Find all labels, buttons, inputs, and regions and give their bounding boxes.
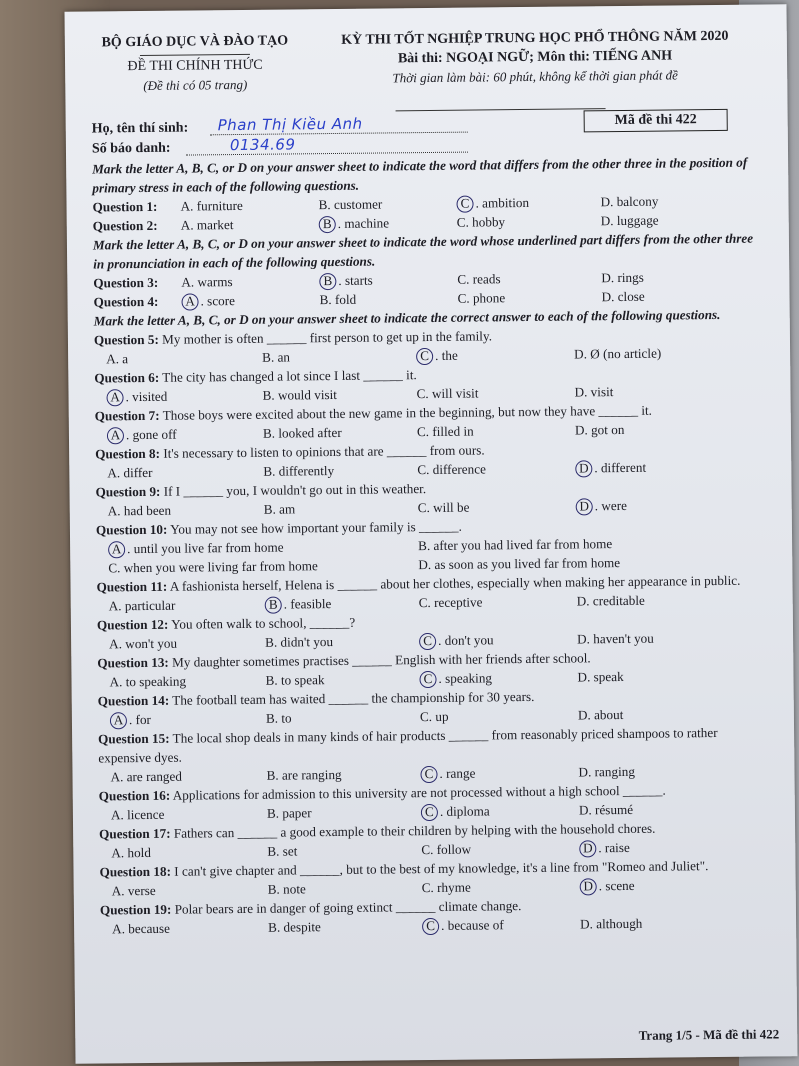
- option-text: . range: [439, 765, 476, 781]
- answer-option[interactable]: D. Ø (no article): [574, 345, 662, 362]
- answer-circle-mark: C: [420, 766, 437, 783]
- instruction-text: Mark the letter A, B, C, or D on your answer sheet to indicate the word that differs from the other three in the position of primary stress in each of the following questions.: [92, 154, 748, 196]
- exam-time: Thời gian làm bài: 60 phút, không kể thời gian phát đề: [392, 67, 678, 86]
- answer-option[interactable]: [456, 193, 529, 213]
- answer-option[interactable]: A. differ: [107, 464, 153, 481]
- question-label: Question 12:: [96, 616, 169, 633]
- answer-option[interactable]: B. to: [265, 710, 292, 726]
- option-text: . visited: [125, 388, 168, 405]
- question: [96, 571, 760, 616]
- answer-option[interactable]: [579, 838, 630, 858]
- question: [97, 647, 761, 692]
- answer-option[interactable]: D. haven't you: [577, 630, 654, 647]
- answer-circle-mark: C: [421, 804, 438, 821]
- answer-option[interactable]: C. up: [419, 708, 449, 725]
- answer-option[interactable]: B. looked after: [262, 424, 342, 441]
- answer-circle-mark: B: [265, 597, 282, 614]
- question-label: Question 19:: [99, 901, 172, 918]
- answer-circle-mark: B: [319, 216, 336, 233]
- exam-code-box: Mã đề thi 422: [584, 109, 728, 133]
- answer-option[interactable]: B. are ranging: [266, 766, 342, 783]
- answer-option[interactable]: [419, 668, 492, 688]
- answer-circle-mark: C: [422, 918, 439, 935]
- answer-option[interactable]: [421, 801, 490, 821]
- answer-option[interactable]: [319, 213, 389, 233]
- question-text: If I ______ you, I wouldn't go out in this weather.: [163, 481, 427, 499]
- answer-option[interactable]: D. speak: [577, 668, 624, 685]
- answer-circle-mark: A: [110, 712, 127, 729]
- question: [95, 476, 759, 521]
- option-text: . different: [594, 459, 647, 476]
- answer-option[interactable]: [580, 876, 635, 896]
- question-text: Applications for admission to this university are not processed without a high school ______.: [172, 782, 666, 803]
- question: [94, 324, 758, 369]
- question-text: It's necessary to listen to opinions that are ______ from ours.: [163, 442, 485, 461]
- question-text: You often walk to school, ______?: [171, 614, 356, 632]
- answer-option[interactable]: A. won't you: [109, 635, 178, 652]
- answer-option[interactable]: D. luggage: [600, 212, 659, 229]
- answer-option[interactable]: C. follow: [421, 841, 472, 858]
- answer-option[interactable]: [416, 346, 458, 365]
- question-label: Question 1:: [92, 198, 158, 215]
- instruction-text: Mark the letter A, B, C, or D on your answer sheet to indicate the correct answer to each of the following questions.: [93, 306, 721, 329]
- answer-option[interactable]: B. set: [267, 843, 298, 859]
- exam-header: [95, 28, 766, 115]
- answer-option[interactable]: A. particular: [108, 597, 176, 614]
- question-label: Question 3:: [93, 274, 159, 291]
- question-text: Polar bears are in danger of going extinct ______ climate change.: [174, 898, 522, 917]
- answer-circle-mark: A: [106, 389, 123, 406]
- id-dotted-line: [186, 140, 468, 156]
- answer-option[interactable]: A. because: [112, 920, 171, 937]
- option-text: . speaking: [438, 670, 493, 686]
- question-label: Question 2:: [92, 217, 158, 234]
- answer-option[interactable]: D. although: [580, 915, 643, 932]
- answer-option[interactable]: C. receptive: [418, 594, 483, 611]
- answer-circle-mark: B: [319, 273, 336, 290]
- answer-circle-mark: A: [107, 427, 124, 444]
- candidate-id-label: Số báo danh:: [91, 140, 171, 157]
- answer-option[interactable]: A. are ranged: [110, 768, 183, 785]
- answer-option[interactable]: [576, 496, 627, 516]
- page-footer: Trang 1/5 - Mã đề thi 422: [638, 1026, 780, 1043]
- answer-option[interactable]: A. a: [106, 351, 129, 367]
- question-text: You may not see how important your family is ______.: [170, 518, 462, 537]
- answer-option[interactable]: B. fold: [319, 291, 357, 308]
- question-label: Question 8:: [95, 445, 161, 462]
- question-label: Question 14:: [97, 692, 170, 709]
- answer-option[interactable]: A. market: [180, 217, 234, 233]
- header-right: [300, 28, 771, 87]
- exam-title: KỲ THI TỐT NGHIỆP TRUNG HỌC PHỔ THÔNG NĂM 2020: [341, 28, 729, 48]
- answer-option[interactable]: B. paper: [266, 805, 312, 821]
- page-count: (Đề thi có 05 trang): [143, 76, 248, 93]
- question-label: Question 10:: [95, 521, 168, 538]
- question-text: Fathers can ______ a good example to their children by helping with the household chores.: [173, 820, 656, 841]
- answer-option[interactable]: C. when you were living far from home: [108, 558, 318, 576]
- question-text: The football team has waited ______ the championship for 30 years.: [172, 688, 535, 708]
- divider: [140, 54, 250, 56]
- question-text: Those boys were excited about the new game in the beginning, but now they have ______ it.: [162, 402, 652, 423]
- answer-option[interactable]: D. as soon as you lived far from home: [418, 555, 621, 573]
- question-text: My mother is often ______ first person to get up in the family.: [162, 328, 493, 347]
- answer-option[interactable]: B. after you had lived far from home: [418, 536, 613, 554]
- option-text: . the: [435, 347, 458, 363]
- answer-option[interactable]: D. close: [601, 288, 645, 305]
- question-text: A fashionista herself, Helena is ______ about her clothes, especially when making her appearance in public.: [169, 572, 741, 594]
- questions-area: [92, 153, 764, 939]
- answer-circle-mark: C: [416, 348, 433, 365]
- answer-option[interactable]: A. to speaking: [109, 673, 187, 690]
- answer-option[interactable]: [422, 915, 504, 935]
- option-text: . starts: [338, 272, 373, 288]
- option-text: . diploma: [439, 803, 490, 819]
- official-label: ĐỀ THI CHÍNH THỨC: [127, 57, 263, 75]
- question: [99, 780, 763, 825]
- question: [97, 609, 761, 654]
- question-label: Question 4:: [93, 293, 159, 310]
- answer-circle-mark: D: [575, 460, 592, 477]
- question-label: Question 9:: [95, 483, 161, 500]
- option-text: . were: [594, 497, 628, 514]
- answer-option[interactable]: D. résumé: [578, 801, 634, 818]
- answer-option[interactable]: B. didn't you: [265, 634, 334, 650]
- option-text: . for: [128, 711, 151, 728]
- answer-option[interactable]: B. to speak: [265, 672, 325, 688]
- answer-option[interactable]: [575, 458, 646, 478]
- option-text: . raise: [598, 839, 630, 856]
- question-label: Question 5:: [93, 331, 159, 348]
- question-label: Question 18:: [99, 863, 172, 880]
- option-text: . ambition: [475, 194, 530, 211]
- question: [94, 362, 758, 407]
- candidate-id-value: 0134.69: [229, 135, 296, 155]
- answer-option[interactable]: C. reads: [457, 271, 501, 287]
- answer-option[interactable]: B. note: [267, 881, 306, 897]
- question: [99, 856, 763, 901]
- exam-subject: Bài thi: NGOẠI NGỮ; Môn thi: TIẾNG ANH: [397, 48, 673, 67]
- option-text: . because of: [441, 917, 504, 933]
- header-left: [95, 33, 296, 94]
- answer-option[interactable]: A. hold: [111, 844, 151, 861]
- answer-option[interactable]: C. filled in: [416, 423, 474, 440]
- answer-option[interactable]: D. got on: [574, 421, 625, 438]
- answer-option[interactable]: B. customer: [318, 196, 383, 213]
- exam-sheet: [65, 4, 798, 1064]
- answer-option[interactable]: [419, 630, 494, 650]
- answer-circle-mark: D: [579, 840, 596, 857]
- answer-circle-mark: D: [576, 498, 593, 515]
- question-label: Question 15:: [98, 730, 170, 747]
- answer-option[interactable]: A. licence: [110, 806, 165, 823]
- answer-option[interactable]: D. about: [577, 706, 624, 723]
- question: [100, 894, 764, 939]
- question: [95, 400, 759, 445]
- candidate-name-value: Phan Thị Kiều Anh: [217, 114, 363, 135]
- question-label: Question 6:: [94, 369, 160, 386]
- answer-circle-mark: C: [419, 671, 436, 688]
- question-text: The local shop deals in many kinds of hair products ______ from reasonably priced shampoos to rather expensive dyes.: [98, 725, 718, 766]
- answer-option[interactable]: [108, 538, 284, 559]
- candidate-name-label: Họ, tên thí sinh:: [91, 120, 189, 137]
- answer-option[interactable]: A. warms: [181, 274, 233, 290]
- answer-option[interactable]: A. verse: [111, 882, 156, 899]
- option-text: . score: [200, 293, 236, 309]
- answer-option[interactable]: C. hobby: [456, 214, 506, 230]
- question: [99, 818, 763, 863]
- option-text: . gone off: [125, 426, 177, 443]
- answer-circle-mark: C: [456, 196, 473, 213]
- question-text: The city has changed a lot since I last ______ it.: [162, 367, 417, 385]
- question: [98, 685, 762, 730]
- answer-circle-mark: A: [181, 293, 198, 310]
- question-label: Question 7:: [94, 407, 160, 424]
- answer-option[interactable]: D. rings: [601, 269, 644, 286]
- question: [98, 723, 763, 787]
- answer-option[interactable]: A. furniture: [180, 197, 243, 214]
- question: [96, 514, 761, 578]
- answer-circle-mark: C: [419, 633, 436, 650]
- answer-option[interactable]: B. despite: [268, 919, 321, 935]
- question-label: Question 11:: [96, 578, 168, 595]
- answer-option[interactable]: [107, 425, 177, 445]
- instruction-text: Mark the letter A, B, C, or D on your answer sheet to indicate the word whose underlined part differs from the other three in pronunciation in each of the following questions.: [92, 230, 754, 272]
- question: [95, 438, 759, 483]
- question-text: My daughter sometimes practises ______ English with her friends after school.: [171, 650, 591, 670]
- question-label: Question 17:: [99, 825, 171, 842]
- question-label: Question 16:: [98, 787, 171, 804]
- answer-option[interactable]: D. balcony: [600, 193, 659, 210]
- answer-option[interactable]: B. am: [263, 501, 296, 517]
- answer-option[interactable]: [420, 764, 475, 784]
- question-text: I can't give chapter and ______, but to the best of my knowledge, it's a line from "Romeo and Juliet".: [174, 858, 709, 879]
- answer-circle-mark: A: [108, 541, 125, 558]
- answer-option[interactable]: B. an: [262, 349, 291, 365]
- answer-option[interactable]: D. visit: [574, 384, 614, 400]
- answer-option[interactable]: D. creditable: [576, 592, 645, 609]
- answer-option[interactable]: [106, 387, 167, 407]
- ministry-name: BỘ GIÁO DỤC VÀ ĐÀO TẠO: [101, 33, 289, 51]
- option-text: . machine: [337, 215, 390, 231]
- answer-option[interactable]: D. ranging: [578, 763, 635, 780]
- answer-option[interactable]: C. will be: [417, 499, 470, 516]
- option-text: . don't you: [438, 632, 494, 648]
- answer-option[interactable]: C. difference: [417, 461, 486, 478]
- answer-option[interactable]: B. differently: [263, 463, 335, 479]
- answer-option[interactable]: [110, 710, 151, 729]
- option-text: . feasible: [283, 596, 332, 612]
- answer-option[interactable]: [319, 271, 373, 291]
- answer-circle-mark: D: [580, 878, 597, 895]
- option-text: . scene: [598, 877, 635, 894]
- answer-option[interactable]: [181, 291, 235, 311]
- divider: [396, 108, 606, 111]
- answer-option[interactable]: C. rhyme: [421, 879, 471, 896]
- answer-option[interactable]: B. would visit: [262, 386, 337, 403]
- answer-option[interactable]: C. phone: [457, 290, 506, 306]
- answer-option[interactable]: C. will visit: [416, 385, 479, 402]
- answer-option[interactable]: [265, 594, 332, 614]
- option-text: . until you live far from home: [127, 539, 284, 557]
- answer-option[interactable]: A. had been: [107, 502, 172, 519]
- question-label: Question 13:: [97, 654, 169, 671]
